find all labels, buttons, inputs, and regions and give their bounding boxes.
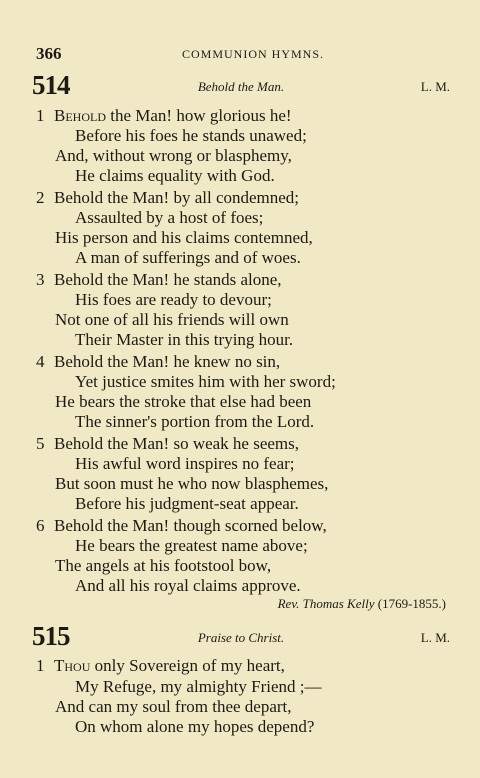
verse-first-word: Thou [54,656,91,675]
verse-first-rest: only Sovereign of my heart, [90,656,285,675]
verse-line: He claims equality with God. [75,166,275,185]
author-name: Rev. Thomas Kelly [277,596,375,611]
hymn-meter: L. M. [420,79,450,94]
running-head [36,44,450,64]
verse-line: His person and his claims contemned, [55,228,313,247]
author-dates: (1769-1855.) [377,596,446,611]
verse-first-text: Behold the Man! so weak he seems, [54,434,300,453]
verse-line: The sinner's portion from the Lord. [75,412,315,431]
verse-line: My Refuge, my almighty Friend ;— [75,677,322,696]
page-number: 366 [36,44,62,63]
verse-number: 5 [36,434,45,453]
hymn-title: Praise to Christ. [197,630,285,645]
author-attribution [278,596,446,612]
verse-line: And, without wrong or blasphemy, [55,146,292,165]
verse-first-line [36,270,282,290]
verse-number: 1 [36,656,45,675]
verse-first-text: Behold the Man! though scorned below, [54,516,327,535]
verse-first-text: Behold the Man! he knew no sin, [54,352,281,371]
verse-number: 4 [36,352,45,371]
verse-line: His foes are ready to devour; [75,290,272,309]
verse-line: Not one of all his friends will own [55,310,289,329]
verse-line: And can my soul from thee depart, [55,697,292,716]
verse-first-line [36,188,299,208]
verse-first-line [36,516,327,536]
verse-first-line [36,352,280,372]
verse-number: 6 [36,516,45,535]
verse-line: He bears the greatest name above; [75,536,308,555]
hymn-meter: L. M. [420,630,450,645]
verse-line: A man of sufferings and of woes. [75,248,301,267]
verse-line: On whom alone my hopes depend? [75,717,315,736]
verse-number: 2 [36,188,45,207]
hymn-514-header [32,70,450,100]
verse-first-text: Behold the Man! he stands alone, [54,270,282,289]
verse-first-word: Behold [54,106,106,125]
verse-line: The angels at his footstool bow, [55,556,272,575]
verse-line: Before his judgment-seat appear. [75,494,299,513]
verse-first-line [36,434,299,454]
verse-first-text: Behold the Man! by all condemned; [54,188,300,207]
hymn-number: 515 [32,621,70,651]
verse-line: Assaulted by a host of foes; [75,208,264,227]
running-title: COMMUNION HYMNS. [181,47,324,61]
verse-line: Before his foes he stands unawed; [75,126,307,145]
verse-line: His awful word inspires no fear; [75,454,295,473]
verse-line: And all his royal claims approve. [75,576,301,595]
verse-first-line [36,656,285,676]
verse-first-line [36,106,292,126]
verse-line: But soon must he who now blasphemes, [55,474,329,493]
verse-number: 3 [36,270,45,289]
verse-line: Their Master in this trying hour. [75,330,294,349]
verse-number: 1 [36,106,45,125]
hymn-number: 514 [32,70,70,100]
hymn-515-header [32,621,450,651]
verse-line: Yet justice smites him with her sword; [75,372,336,391]
hymn-title: Behold the Man. [197,79,285,94]
verse-line: He bears the stroke that else had been [55,392,312,411]
verse-first-rest: the Man! how glorious he! [106,106,292,125]
